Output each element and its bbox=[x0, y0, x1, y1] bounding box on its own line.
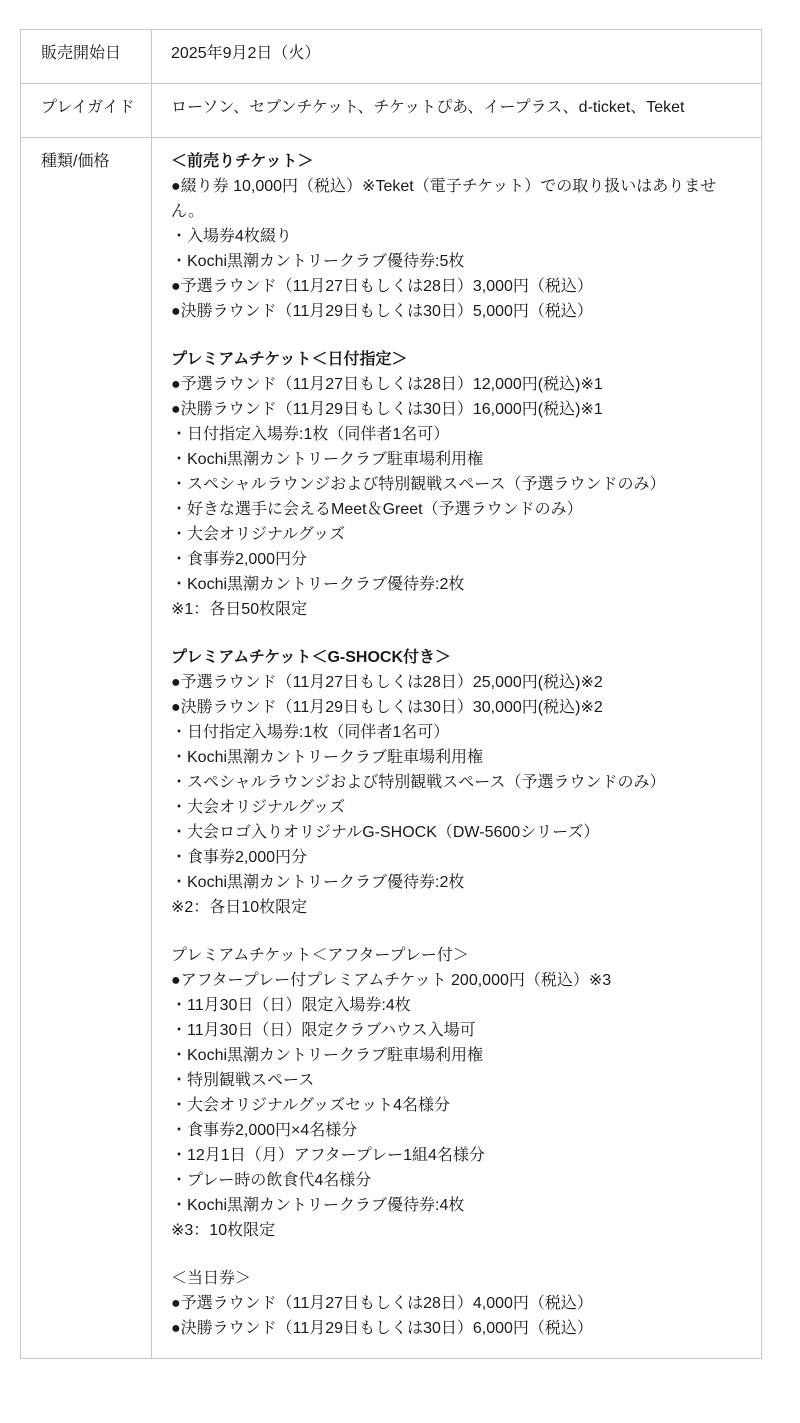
content-line: ・プレー時の飲食代4名様分 bbox=[171, 1172, 372, 1189]
content-line: ・日付指定入場券:1枚（同伴者1名可） bbox=[171, 426, 450, 443]
row-content bbox=[152, 138, 762, 1359]
content-line: ・11月30日（日）限定入場券:4枚 bbox=[171, 997, 411, 1014]
content-line: ・スペシャルラウンジおよび特別観戦スペース（予選ラウンドのみ） bbox=[171, 476, 666, 493]
row-content bbox=[152, 84, 762, 138]
content-line: ＜当日券＞ bbox=[171, 1270, 252, 1287]
content-line: ・日付指定入場券:1枚（同伴者1名可） bbox=[171, 724, 450, 741]
ticket-table-body bbox=[21, 30, 762, 1359]
row-label: 販売開始日 bbox=[21, 30, 152, 84]
content-line: ●決勝ラウンド（11月29日もしくは30日）16,000円(税込)※1 bbox=[171, 401, 603, 418]
content-line: ※1：各日50枚限定 bbox=[171, 601, 308, 618]
section-heading: プレミアムチケット＜日付指定＞ bbox=[171, 351, 408, 368]
content-line: ・食事券2,000円×4名様分 bbox=[171, 1122, 358, 1139]
content-line: ●アフタープレー付プレミアムチケット 200,000円（税込）※3 bbox=[171, 972, 612, 989]
content-line: ●決勝ラウンド（11月29日もしくは30日）5,000円（税込） bbox=[171, 303, 593, 320]
content-line: ローソン、セブンチケット、チケットぴあ、イープラス、d-ticket、Teket bbox=[171, 99, 685, 116]
ticket-info-section bbox=[20, 29, 762, 1359]
content-line: ・Kochi黒潮カントリークラブ優待券:2枚 bbox=[171, 874, 465, 891]
content-line: ※2：各日10枚限定 bbox=[171, 899, 308, 916]
content-line: ●予選ラウンド（11月27日もしくは28日）3,000円（税込） bbox=[171, 278, 593, 295]
content-line: ※3：10枚限定 bbox=[171, 1222, 276, 1239]
content-line: ・食事券2,000円分 bbox=[171, 849, 308, 866]
blank-line bbox=[171, 920, 742, 943]
content-line: ・11月30日（日）限定クラブハウス入場可 bbox=[171, 1022, 476, 1039]
blank-line bbox=[171, 324, 742, 347]
ticket-info-table bbox=[20, 29, 762, 1359]
content-line: ・大会オリジナルグッズ bbox=[171, 526, 346, 543]
table-row bbox=[21, 84, 762, 138]
section-heading: ＜前売りチケット＞ bbox=[171, 153, 314, 170]
content-line: ・特別観戦スペース bbox=[171, 1072, 315, 1089]
content-line: ・Kochi黒潮カントリークラブ優待券:4枚 bbox=[171, 1197, 465, 1214]
content-line: ・スペシャルラウンジおよび特別観戦スペース（予選ラウンドのみ） bbox=[171, 774, 666, 791]
content-line: ●決勝ラウンド（11月29日もしくは30日）6,000円（税込） bbox=[171, 1320, 593, 1337]
content-line: ・Kochi黒潮カントリークラブ駐車場利用権 bbox=[171, 451, 484, 468]
content-line: ・Kochi黒潮カントリークラブ優待券:5枚 bbox=[171, 253, 465, 270]
content-line: ・Kochi黒潮カントリークラブ駐車場利用権 bbox=[171, 1047, 484, 1064]
content-line: ・大会ロゴ入りオリジナルG-SHOCK（DW-5600シリーズ） bbox=[171, 824, 600, 841]
table-row bbox=[21, 138, 762, 1359]
content-line: ・食事券2,000円分 bbox=[171, 551, 308, 568]
content-line: プレミアムチケット＜アフタープレー付＞ bbox=[171, 947, 469, 964]
content-line: 2025年9月2日（火） bbox=[171, 45, 321, 62]
content-line: ・大会オリジナルグッズ bbox=[171, 799, 346, 816]
content-line: ●綴り券 10,000円（税込）※Teket（電子チケット）での取り扱いはありません。 bbox=[171, 178, 717, 220]
content-line: ●予選ラウンド（11月27日もしくは28日）25,000円(税込)※2 bbox=[171, 674, 603, 691]
row-content bbox=[152, 30, 762, 84]
content-line: ・Kochi黒潮カントリークラブ優待券:2枚 bbox=[171, 576, 465, 593]
content-line: ・12月1日（月）アフタープレー1組4名様分 bbox=[171, 1147, 485, 1164]
content-line: ・Kochi黒潮カントリークラブ駐車場利用権 bbox=[171, 749, 484, 766]
content-line: ・好きな選手に会えるMeet＆Greet（予選ラウンドのみ） bbox=[171, 501, 583, 518]
content-line: ●予選ラウンド（11月27日もしくは28日）4,000円（税込） bbox=[171, 1295, 593, 1312]
row-label: 種類/価格 bbox=[21, 138, 152, 1359]
blank-line bbox=[171, 622, 742, 645]
content-line: ・大会オリジナルグッズセット4名様分 bbox=[171, 1097, 450, 1114]
section-heading: プレミアムチケット＜G-SHOCK付き＞ bbox=[171, 649, 452, 666]
content-line: ●決勝ラウンド（11月29日もしくは30日）30,000円(税込)※2 bbox=[171, 699, 603, 716]
content-line: ・入場券4枚綴り bbox=[171, 228, 292, 245]
content-line: ●予選ラウンド（11月27日もしくは28日）12,000円(税込)※1 bbox=[171, 376, 603, 393]
table-row bbox=[21, 30, 762, 84]
blank-line bbox=[171, 1243, 742, 1266]
row-label: プレイガイド bbox=[21, 84, 152, 138]
